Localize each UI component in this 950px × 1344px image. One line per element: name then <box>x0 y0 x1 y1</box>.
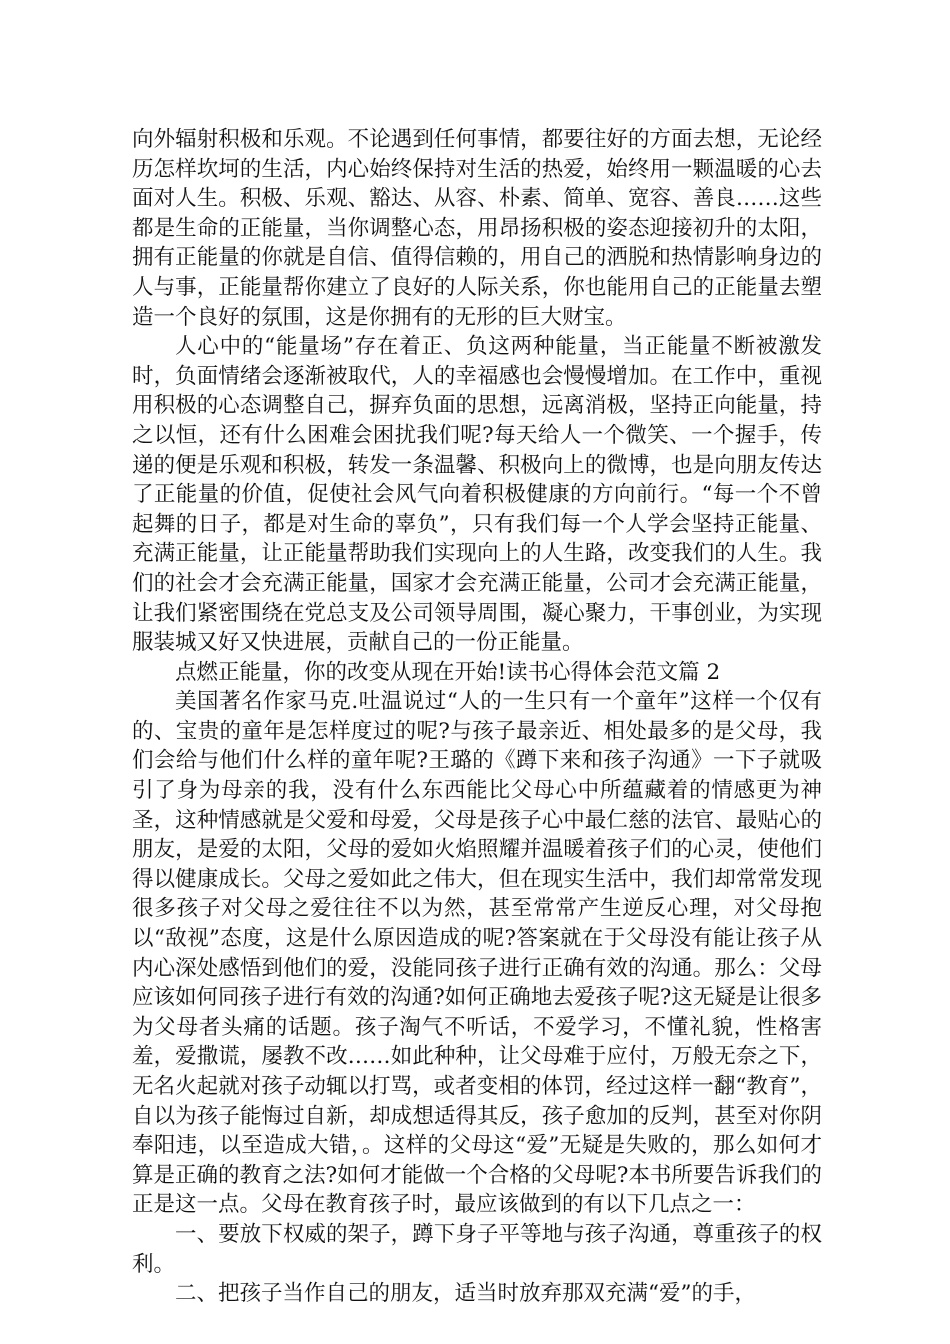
section-heading: 点燃正能量，你的改变从现在开始!读书心得体会范文篇 2 <box>175 659 721 685</box>
paragraph-point-one: 一、要放下权威的架子，蹲下身子平等地与孩子沟通，尊重孩子的权利。 <box>132 1221 822 1277</box>
paragraph-point-two: 二、把孩子当作自己的朋友，适当时放弃那双充满“爱”的手， <box>175 1281 756 1307</box>
document-page <box>132 125 822 1309</box>
paragraph-positive-energy-intro: 向外辐射积极和乐观。不论遇到任何事情，都要往好的方面去想，无论经历怎样坎坷的生活，内心始终保持对生活的热爱，始终用一颗温暖的心去面对人生。积极、乐观、豁达、从容、朴素、简单、宽容、善良……这些都是生命的正能量，当你调整心态，用昂扬积极的姿态迎接初升的太阳，拥有正能量的你就是自信、值得信赖的，用自己的洒脱和热情影响身边的人与事，正能量帮你建立了良好的人际关系，你也能用自己的正能量去塑造一个良好的氛围，这是你拥有的无形的巨大财宝。 <box>132 127 822 330</box>
paragraph-childhood-communication: 美国著名作家马克.吐温说过“人的一生只有一个童年”这样一个仅有的、宝贵的童年是怎样度过的呢?与孩子最亲近、相处最多的是父母，我们会给与他们什么样的童年呢?王璐的《蹲下来和孩子沟通》一下子就吸引了身为母亲的我，没有什么东西能比父母心中所蕴藏着的情感更为神圣，这种情感就是父爱和母爱，父母是孩子心中最仁慈的法官、最贴心的朋友，是爱的太阳，父母的爱如火焰照耀并温暖着孩子们的心灵，使他们得以健康成长。父母之爱如此之伟大，但在现实生活中，我们却常常发现很多孩子对父母之爱往往不以为然，甚至常常产生逆反心理，对父母抱以“敌视”态度，这是什么原因造成的呢?答案就在于父母没有能让孩子从内心深处感悟到他们的爱，没能同孩子进行正确有效的沟通。那么：父母应该如何同孩子进行有效的沟通?如何正确地去爱孩子呢?这无疑是让很多为父母者头痛的话题。孩子淘气不听话，不爱学习，不懂礼貌，性格害羞，爱撒谎，屡教不改……如此种种，让父母难于应付，万般无奈之下，无名火起就对孩子动辄以打骂，或者变相的体罚，经过这样一翻“教育”，自以为孩子能悔过自新，却成想适得其反，孩子愈加的反判，甚至对你阴奉阳违，以至造成大错，。这样的父母这“爱”无疑是失败的，那么如何才算是正确的教育之法?如何才能做一个合格的父母呢?本书所要告诉我们的正是这一点。父母在教育孩子时，最应该做到的有以下几点之一： <box>132 689 822 1218</box>
paragraph-energy-field: 人心中的“能量场”存在着正、负这两种能量，当正能量不断被激发时，负面情绪会逐渐被取代，人的幸福感也会慢慢增加。在工作中，重视用积极的心态调整自己，摒弃负面的思想，远离消极，坚持正向能量，持之以恒，还有什么困难会困扰我们呢?每天给人一个微笑、一个握手，传递的便是乐观和积极，转发一条温馨、积极向上的微博，也是向朋友传达了正能量的价值，促使社会风气向着积极健康的方向前行。“每一个不曾起舞的日子，都是对生命的辜负”，只有我们每一个人学会坚持正能量、充满正能量，让正能量帮助我们实现向上的人生路，改变我们的人生。我们的社会才会充满正能量，国家才会充满正能量，公司才会充满正能量，让我们紧密围绕在党总支及公司领导周围，凝心聚力，干事创业，为实现服装城又好又快进展，贡献自己的一份正能量。 <box>132 334 822 656</box>
